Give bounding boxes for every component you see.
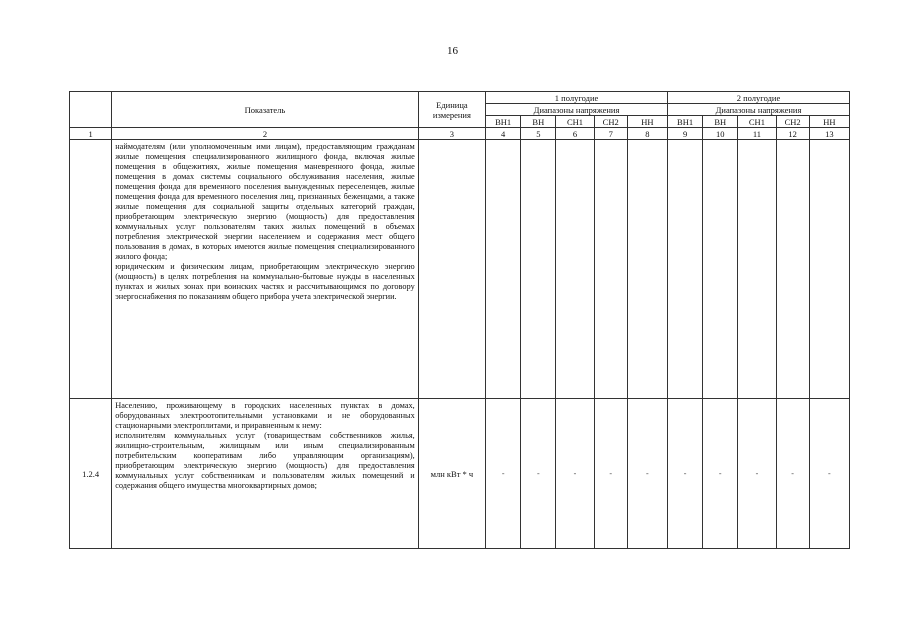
row-code: 1.2.4 <box>70 399 112 549</box>
header-row-1 <box>70 92 850 104</box>
voltage-level: ВН1 <box>486 116 521 128</box>
value-cell <box>594 140 627 399</box>
row-unit: млн кВт * ч <box>418 399 485 549</box>
row-indicator-text <box>112 140 419 399</box>
column-number: 3 <box>418 128 485 140</box>
header-half-1: 1 полугодие <box>486 92 668 104</box>
value-cell: - <box>703 399 738 549</box>
column-number: 4 <box>486 128 521 140</box>
column-number: 5 <box>521 128 556 140</box>
value-cell: - <box>521 399 556 549</box>
value-cell <box>703 140 738 399</box>
column-number: 1 <box>70 128 112 140</box>
value-cell: - <box>486 399 521 549</box>
table-row <box>70 140 850 399</box>
value-cell: - <box>738 399 776 549</box>
tariff-table <box>69 91 850 549</box>
header-code-cell <box>70 92 112 128</box>
column-number: 11 <box>738 128 776 140</box>
voltage-level: СН1 <box>556 116 594 128</box>
column-number: 10 <box>703 128 738 140</box>
row-unit <box>418 140 485 399</box>
value-cell: - <box>594 399 627 549</box>
table-row <box>70 399 850 549</box>
value-cell <box>486 140 521 399</box>
column-number: 2 <box>112 128 419 140</box>
value-cell: - <box>627 399 667 549</box>
voltage-level: НН <box>809 116 849 128</box>
column-number: 9 <box>667 128 702 140</box>
text-paragraph: юридическим и физическим лицам, приобретающим электрическую энергию (мощность) в целях потребления на коммунально-бытовые нужды в населенных пунктах и жилых зонах при воинских частях и рассчитывающимся по договору энергоснабжения по показаниям общего прибора учета электрической энергии. <box>115 262 415 301</box>
value-cell <box>667 140 702 399</box>
header-voltage-ranges-2: Диапазоны напряжения <box>667 104 849 116</box>
page-number: 16 <box>447 45 458 57</box>
header-half-2: 2 полугодие <box>667 92 849 104</box>
column-number-row <box>70 128 850 140</box>
column-number: 12 <box>776 128 809 140</box>
value-cell <box>809 140 849 399</box>
row-code <box>70 140 112 399</box>
text-paragraph: Населению, проживающему в городских населенных пунктах в домах, оборудованных электроотопительными установками и не оборудованных стационарными электроплитами, и приравненным к нему: <box>115 401 415 430</box>
value-cell <box>738 140 776 399</box>
column-number: 8 <box>627 128 667 140</box>
column-number: 6 <box>556 128 594 140</box>
header-indicator: Показатель <box>112 92 419 128</box>
header-voltage-ranges-1: Диапазоны напряжения <box>486 104 668 116</box>
header-unit: Единица измерения <box>418 92 485 128</box>
value-cell <box>627 140 667 399</box>
voltage-level: ВН <box>703 116 738 128</box>
voltage-level: ВН <box>521 116 556 128</box>
value-cell: - <box>667 399 702 549</box>
value-cell: - <box>556 399 594 549</box>
value-cell: - <box>776 399 809 549</box>
voltage-level: СН2 <box>776 116 809 128</box>
voltage-level: СН1 <box>738 116 776 128</box>
voltage-level: ВН1 <box>667 116 702 128</box>
column-number: 13 <box>809 128 849 140</box>
value-cell <box>556 140 594 399</box>
row-indicator-text <box>112 399 419 549</box>
value-cell <box>776 140 809 399</box>
voltage-level: НН <box>627 116 667 128</box>
text-paragraph: исполнителям коммунальных услуг (товариществам собственников жилья, жилищно-строительным, жилищным или иным специализированным потребительским кооперативам либо управляющим организациям), приобретающим электрическую энергию (мощность) для предоставления коммунальных услуг собственникам и пользователям жилых помещений и содержания общего имущества многоквартирных домов; <box>115 431 415 490</box>
voltage-level: СН2 <box>594 116 627 128</box>
text-paragraph: наймодателям (или уполномоченным ими лицам), предоставляющим гражданам жилые помещения специализированного жилищного фонда, включая жилые помещения в общежитиях, жилые помещения маневренного фонда, жилые помещения в домах системы социального обслуживания населения, жилые помещения фонда для временного поселения вынужденных переселенцев, жилые помещения фонда для временного поселения лиц, признанных беженцами, а также жилые помещения для социальной защиты отдельных категорий граждан, приобретающим электрическую энергию (мощность) для предоставления коммунальных услуг пользователям таких жилых помещений в объемах потребления электрической энергии населением и содержания мест общего пользования в домах, в которых имеются жилые помещения специализированного жилого фонда; <box>115 142 415 261</box>
column-number: 7 <box>594 128 627 140</box>
value-cell <box>521 140 556 399</box>
value-cell: - <box>809 399 849 549</box>
